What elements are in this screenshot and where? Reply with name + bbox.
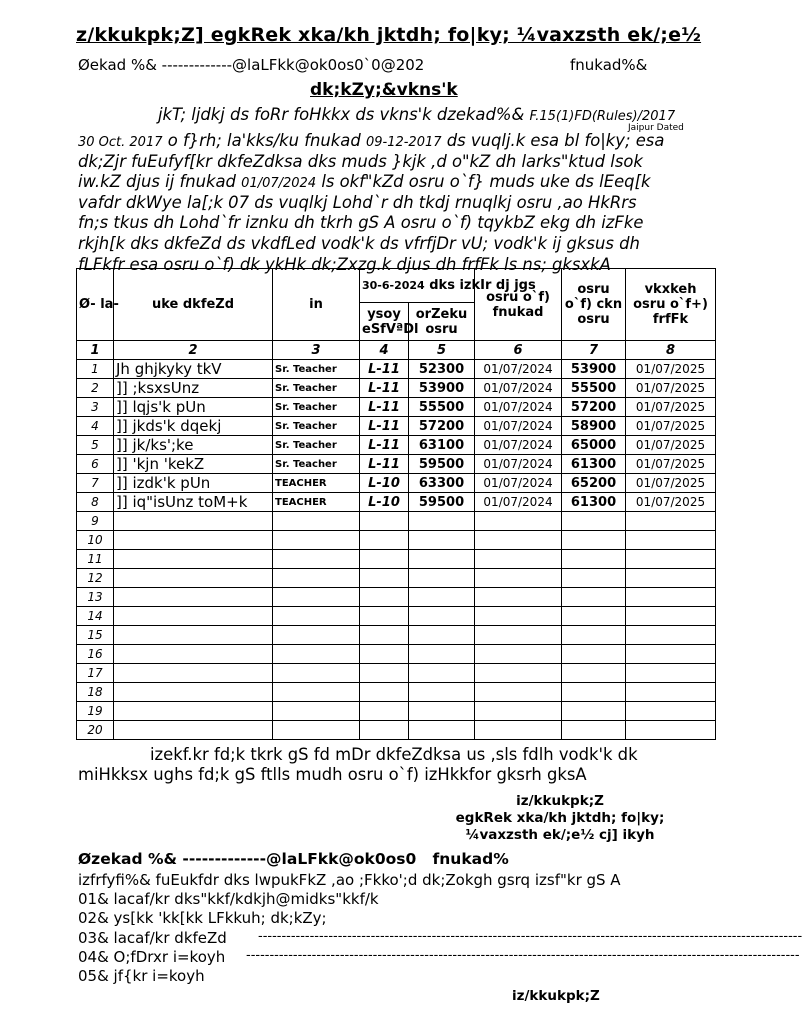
column-number-row [77,341,716,360]
table-row [77,493,716,512]
table-row [77,512,716,531]
header-sno: Ø- la- [77,269,114,341]
row-serial: 13 [77,588,114,607]
row-post [273,531,360,550]
row-post [273,626,360,645]
row-increment-date [475,531,562,550]
para-line-0-text: jkT; ljdkj ds foRr foHkkx ds vkns'k dzekad%& [158,105,525,124]
row-serial: 11 [77,550,114,569]
row-employee-name [114,550,273,569]
row-current-pay [409,683,475,702]
row-pay-level [360,664,409,683]
row-increment-date: 01/07/2024 [475,417,562,436]
row-next-increment-date [626,550,716,569]
row-new-pay: 53900 [562,360,626,379]
row-serial: 7 [77,474,114,493]
row-employee-name [114,569,273,588]
row-employee-name [114,607,273,626]
row-next-increment-date [626,588,716,607]
column-number: 3 [273,341,360,360]
table-row [77,417,716,436]
para-line-7: fLFkfr esa osru o`f) dk ykHk dk;Zxzg.k djus dh frfFk ls ns; gksxkA [78,254,611,274]
signature-school: egkRek xka/kh jktdh; fo|ky; [455,810,665,826]
para-line-3 [78,172,716,193]
order-paragraph [78,131,716,275]
header-group-date: 30-6-2024 [362,279,425,292]
row-increment-date [475,683,562,702]
row-pay-level [360,702,409,721]
row-serial: 12 [77,569,114,588]
row-new-pay [562,702,626,721]
row-new-pay [562,607,626,626]
row-current-pay [409,664,475,683]
row-next-increment-date [626,683,716,702]
row-employee-name: ]] ;ksxsUnz [114,379,273,398]
row-serial: 2 [77,379,114,398]
row-increment-date [475,512,562,531]
row-pay-level [360,721,409,740]
row-current-pay [409,569,475,588]
row-post: TEACHER [273,474,360,493]
row-employee-name [114,683,273,702]
row-pay-level [360,569,409,588]
row-serial: 16 [77,645,114,664]
row-next-increment-date [626,664,716,683]
row-employee-name: ]] lqjs'k pUn [114,398,273,417]
row-serial: 14 [77,607,114,626]
para-line-4: vafdr dkWye la[;k 07 ds vuqlkj Lohd`r dh tkdj rnuqlkj osru ,ao HkRrs [78,192,637,212]
row-serial: 9 [77,512,114,531]
row-increment-date [475,702,562,721]
signature-block [400,793,720,844]
row-next-increment-date: 01/07/2025 [626,436,716,455]
row-pay-level: L-11 [360,455,409,474]
row-post [273,702,360,721]
row-next-increment-date [626,531,716,550]
row-employee-name: ]] jkds'k dqekj [114,417,273,436]
row-current-pay: 59500 [409,493,475,512]
row-employee-name: ]] iq"isUnz toM+k [114,493,273,512]
row-post [273,607,360,626]
row-pay-level [360,626,409,645]
copy-item-3-blank: -------------------------------------------------------------------------------------------------------------------- [258,929,802,944]
para-overflow-text: Jaipur Dated [628,123,684,133]
table-row [77,664,716,683]
para-line-3-b: ls okf"kZd osru o`f} muds uke ds lEeq[k [321,172,651,192]
row-employee-name [114,664,273,683]
header-level: ysoy eSfVªDl [360,303,409,341]
row-new-pay: 61300 [562,493,626,512]
row-post: Sr. Teacher [273,417,360,436]
row-next-increment-date: 01/07/2025 [626,493,716,512]
row-post: Sr. Teacher [273,455,360,474]
footer-date-label: fnukad% [432,850,509,868]
row-new-pay: 65200 [562,474,626,493]
row-post: TEACHER [273,493,360,512]
table-row [77,702,716,721]
row-new-pay [562,626,626,645]
row-post: Sr. Teacher [273,436,360,455]
copy-item-3 [78,929,227,947]
row-next-increment-date: 01/07/2025 [626,474,716,493]
row-employee-name [114,531,273,550]
signature-title: iz/kkukpk;Z [516,793,604,809]
row-next-increment-date [626,607,716,626]
column-number: 4 [360,341,409,360]
row-pay-level [360,531,409,550]
row-next-increment-date: 01/07/2025 [626,360,716,379]
row-new-pay [562,588,626,607]
row-next-increment-date [626,645,716,664]
row-employee-name [114,626,273,645]
row-current-pay [409,588,475,607]
row-pay-level [360,645,409,664]
row-pay-level [360,512,409,531]
certify-line-1: izekf.kr fd;k tkrk gS fd mDr dkfeZdksa us ,sls fdlh vodk'k dk [150,745,638,764]
header-increment-date: osru o`f) fnukad [475,269,562,341]
footer-ref-text: Øzekad %& -------------@laLFkk@ok0os0 [78,850,417,868]
row-increment-date [475,626,562,645]
signature-address: ¼vaxzsth ek/;e½ cj] ikyh [465,827,655,843]
row-current-pay [409,531,475,550]
row-employee-name: ]] 'kjn 'kekZ [114,455,273,474]
column-number: 5 [409,341,475,360]
para-line-6: rkjh[k dks dkfeZd ds vkdfLed vodk'k ds vfrfjDr vU; vodk'k ij gksus dh [78,233,640,253]
row-new-pay: 57200 [562,398,626,417]
row-increment-date: 01/07/2024 [475,398,562,417]
row-post: Sr. Teacher [273,360,360,379]
row-serial: 8 [77,493,114,512]
row-current-pay: 55500 [409,398,475,417]
para-line-5: fn;s tkus dh Lohd`fr iznku dh tkrh gS A osru o`f) tqykbZ ekg dh izFke [78,213,644,233]
row-increment-date: 01/07/2024 [475,436,562,455]
table-row [77,379,716,398]
row-new-pay [562,531,626,550]
row-pay-level: L-11 [360,398,409,417]
row-increment-date: 01/07/2024 [475,493,562,512]
row-next-increment-date: 01/07/2025 [626,417,716,436]
row-serial: 4 [77,417,114,436]
row-post [273,512,360,531]
table-row [77,455,716,474]
row-next-increment-date [626,512,716,531]
row-increment-date: 01/07/2024 [475,360,562,379]
header-current-group [360,269,536,303]
row-increment-date [475,569,562,588]
row-pay-level [360,550,409,569]
row-serial: 20 [77,721,114,740]
column-number: 6 [475,341,562,360]
row-serial: 17 [77,664,114,683]
increment-table [76,268,716,740]
row-pay-level [360,588,409,607]
row-new-pay: 55500 [562,379,626,398]
row-current-pay: 63100 [409,436,475,455]
row-increment-date [475,550,562,569]
table-row [77,607,716,626]
copy-item-5: 05& jf{kr i=koyh [78,967,205,985]
table-row [77,626,716,645]
row-post [273,588,360,607]
copy-item-4-blank: ---------------------------------------------------------------------------------------------------------------------- [246,948,800,963]
row-post [273,569,360,588]
table-row [77,588,716,607]
row-employee-name [114,588,273,607]
column-number: 8 [626,341,716,360]
row-employee-name [114,645,273,664]
row-current-pay: 52300 [409,360,475,379]
header-name: uke dkfeZd [114,269,273,341]
para-line-0 [158,105,675,124]
row-new-pay: 58900 [562,417,626,436]
row-new-pay [562,512,626,531]
row-post [273,721,360,740]
header-group-rest: dks izkIr dj jgs [429,278,536,293]
row-increment-date: 01/07/2024 [475,379,562,398]
row-serial: 6 [77,455,114,474]
table-row [77,398,716,417]
row-current-pay [409,702,475,721]
para-line-3-a: iw.kZ djus ij fnukad [78,172,236,192]
row-increment-date [475,721,562,740]
row-increment-date [475,607,562,626]
row-new-pay [562,569,626,588]
order-date-1: 30 Oct. 2017 [78,135,163,150]
table-body [77,360,716,740]
row-new-pay [562,645,626,664]
row-current-pay [409,512,475,531]
row-next-increment-date [626,569,716,588]
row-post [273,550,360,569]
row-serial: 15 [77,626,114,645]
row-current-pay [409,550,475,569]
copy-intro: izfrfyfi%& fuEukfdr dks lwpukFkZ ,ao ;Fkko';d dk;Zokgh gsrq izsf"kr gS A [78,871,621,889]
row-employee-name [114,702,273,721]
row-serial: 18 [77,683,114,702]
finance-order-ref: F.15(1)FD(Rules)/2017 [529,109,676,124]
column-number: 1 [77,341,114,360]
row-post [273,645,360,664]
copy-item-2: 02& ys[kk 'kk[kk LFkkuh; dk;kZy; [78,909,327,927]
row-next-increment-date [626,702,716,721]
reference-number: Øekad %& -------------@laLFkk@ok0os0`0@202 [78,56,425,74]
row-new-pay [562,550,626,569]
row-serial: 3 [77,398,114,417]
date-label: fnukad%& [570,56,648,74]
row-current-pay: 53900 [409,379,475,398]
row-current-pay [409,645,475,664]
table-row [77,683,716,702]
row-next-increment-date: 01/07/2025 [626,379,716,398]
table-row [77,436,716,455]
row-new-pay: 61300 [562,455,626,474]
row-current-pay: 57200 [409,417,475,436]
header-new-pay: osru o`f) ckn osru [562,269,626,341]
increment-date: 01/07/2024 [241,176,317,192]
para-line-2: dk;Zjr fuEufyf[kr dkfeZdksa dks muds }kjk ,d o"kZ dh larks"ktud lsok [78,151,643,171]
row-pay-level: L-11 [360,360,409,379]
row-increment-date [475,588,562,607]
row-increment-date [475,664,562,683]
table-row [77,569,716,588]
certify-line-2: miHkksx ughs fd;k gS ftlls mudh osru o`f) izHkkfor gksrh gksA [78,765,587,784]
row-next-increment-date: 01/07/2025 [626,398,716,417]
table-row [77,531,716,550]
row-new-pay: 65000 [562,436,626,455]
row-next-increment-date: 01/07/2025 [626,455,716,474]
row-next-increment-date [626,626,716,645]
table-row [77,550,716,569]
row-serial: 10 [77,531,114,550]
row-new-pay [562,683,626,702]
row-next-increment-date [626,721,716,740]
row-employee-name: ]] izdk'k pUn [114,474,273,493]
row-post [273,683,360,702]
row-post [273,664,360,683]
para-line-1-mid: o f}rh; la'kks/ku fnukad [167,131,361,150]
row-increment-date: 01/07/2024 [475,455,562,474]
row-employee-name [114,512,273,531]
row-serial: 19 [77,702,114,721]
order-date-2: 09-12-2017 [365,135,442,150]
copy-item-4: 04& O;fDrxr i=koyh [78,948,226,966]
row-employee-name: ]] jk/ks';ke [114,436,273,455]
row-current-pay [409,626,475,645]
header-post: in [273,269,360,341]
row-employee-name [114,721,273,740]
row-increment-date: 01/07/2024 [475,474,562,493]
row-pay-level: L-10 [360,474,409,493]
table-row [77,721,716,740]
row-new-pay [562,721,626,740]
header-next-date: vkxkeh osru o`f+) frfFk [626,269,716,341]
row-new-pay [562,664,626,683]
row-current-pay [409,721,475,740]
copy-item-1: 01& lacaf/kr dks"kkf/kdkjh@midks"kkf/k [78,890,379,908]
row-serial: 5 [77,436,114,455]
row-post: Sr. Teacher [273,398,360,417]
copy-item-3-text: 03& lacaf/kr dkfeZd [78,929,227,947]
order-heading: dk;kZy;&vkns'k [310,80,458,100]
table-row [77,474,716,493]
row-post: Sr. Teacher [273,379,360,398]
row-pay-level [360,607,409,626]
row-current-pay: 59500 [409,455,475,474]
page-title: z/kkukpk;Z] egkRek xka/kh jktdh; fo|ky; ¼vaxzsth ek/;e½ [76,24,702,46]
row-serial: 1 [77,360,114,379]
row-pay-level: L-11 [360,379,409,398]
table-row [77,645,716,664]
header-current-pay: orZeku osru [409,303,475,341]
row-increment-date [475,645,562,664]
row-pay-level [360,683,409,702]
row-current-pay: 63300 [409,474,475,493]
column-number: 2 [114,341,273,360]
para-line-1 [78,131,716,152]
footer-reference [78,850,509,868]
row-pay-level: L-11 [360,417,409,436]
row-employee-name: Jh ghjkyky tkV [114,360,273,379]
row-pay-level: L-11 [360,436,409,455]
column-number: 7 [562,341,626,360]
footer-signature: iz/kkukpk;Z [512,988,600,1004]
row-pay-level: L-10 [360,493,409,512]
table-row [77,360,716,379]
row-current-pay [409,607,475,626]
para-line-1-end: ds vuqlj.k esa bl fo|ky; esa [446,131,665,150]
